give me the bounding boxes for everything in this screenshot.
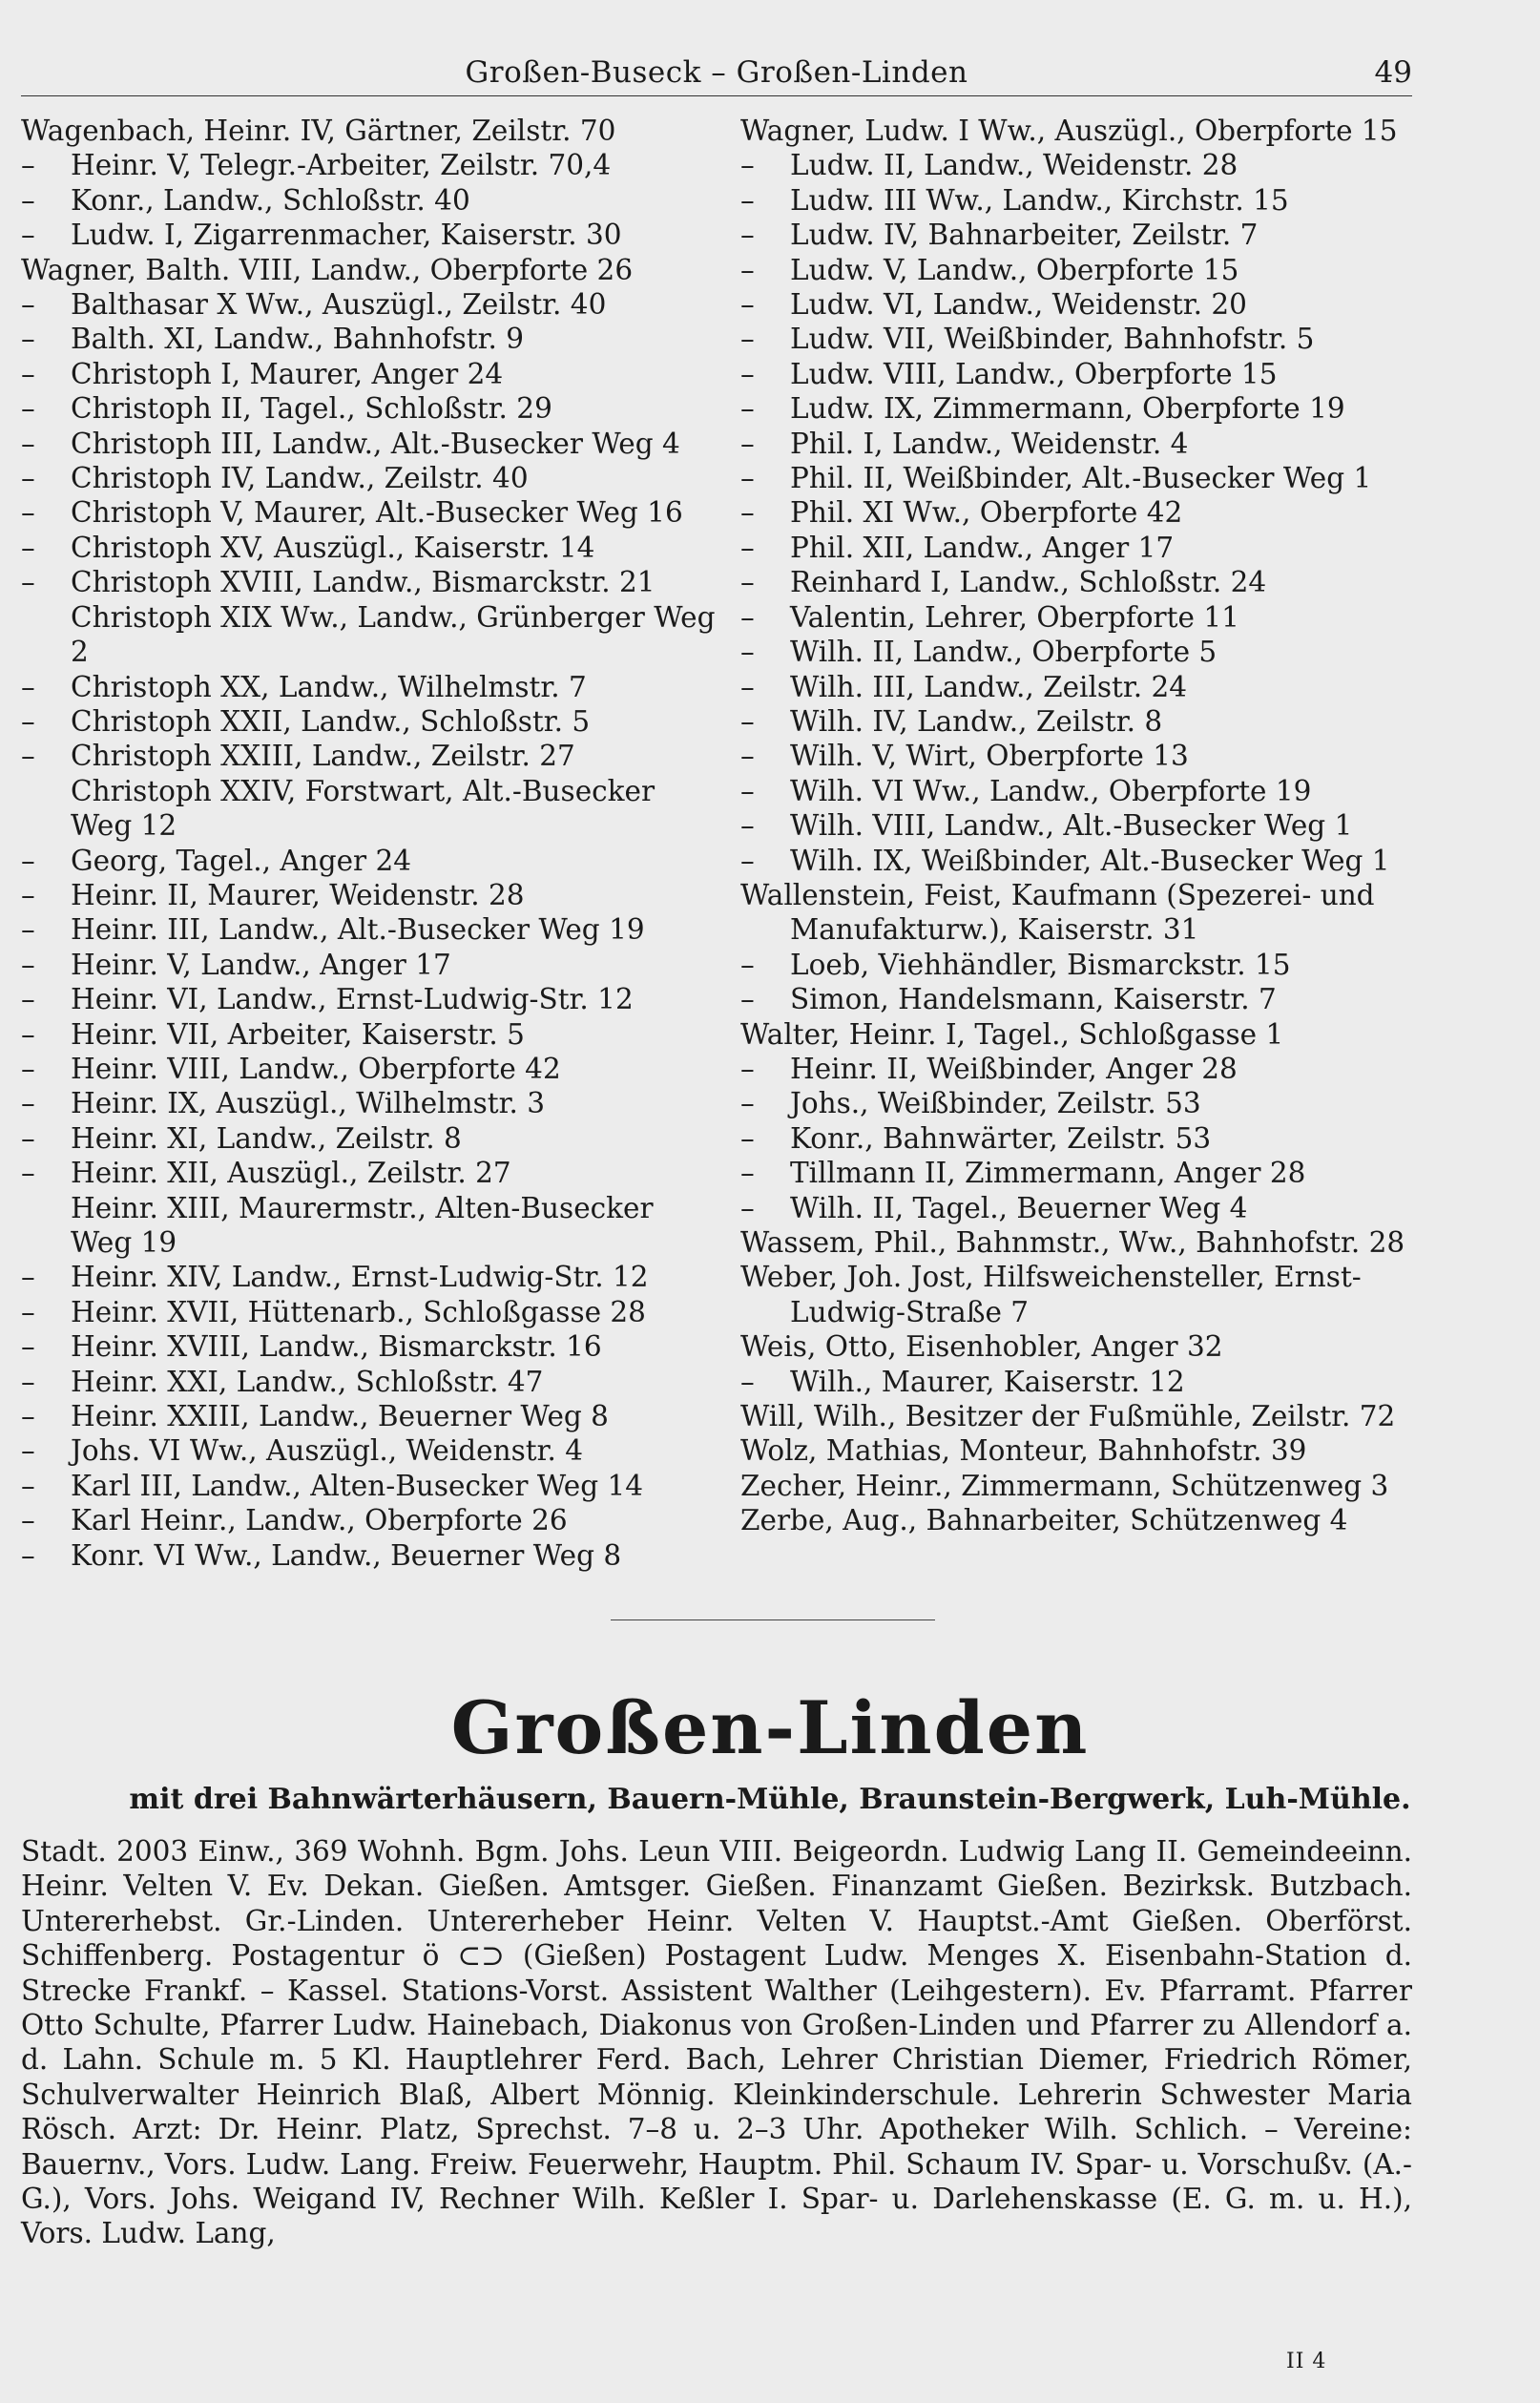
directory-entry <box>740 183 1427 218</box>
directory-entry <box>21 1433 723 1468</box>
repeat-dash: – <box>740 357 755 390</box>
entry-text: Valentin, Lehrer, Oberpforte 11 <box>790 600 1239 634</box>
repeat-dash: – <box>21 948 35 981</box>
directory-entry <box>740 461 1427 495</box>
printer-signature: II 4 <box>1286 2350 1327 2373</box>
directory-entry <box>21 287 723 322</box>
directory-entry <box>740 1433 1427 1468</box>
entry-text: Wassem, Phil., Bahnmstr., Ww., Bahnhofstr. 28 <box>740 1226 1405 1259</box>
directory-entry <box>21 253 723 287</box>
entry-text: Ludw. III Ww., Landw., Kirchstr. 15 <box>790 183 1289 217</box>
directory-entry <box>21 148 723 182</box>
repeat-dash: – <box>21 1052 35 1085</box>
repeat-dash: – <box>21 288 35 322</box>
entry-text: Wilh. IV, Landw., Zeilstr. 8 <box>790 704 1163 738</box>
entry-text: Simon, Handelsmann, Kaiserstr. 7 <box>790 983 1277 1016</box>
section-subtitle: mit drei Bahnwärterhäusern, Bauern-Mühle, Braunstein-Bergwerk, Luh-Mühle. <box>129 1783 1411 1816</box>
entry-text: Heinr. XI, Landw., Zeilstr. 8 <box>71 1121 462 1155</box>
directory-entry <box>21 878 723 912</box>
directory-entry <box>740 635 1427 669</box>
entry-text: Karl III, Landw., Alten-Busecker Weg 14 <box>71 1469 643 1502</box>
entry-text: Heinr. II, Maurer, Weidenstr. 28 <box>71 878 525 911</box>
directory-entry <box>21 982 723 1016</box>
directory-entry <box>21 427 723 461</box>
directory-entry <box>740 808 1427 843</box>
directory-entry <box>740 253 1427 287</box>
page-number: 49 <box>1374 55 1412 90</box>
section-divider <box>611 1619 935 1620</box>
directory-entry <box>21 1329 723 1364</box>
entry-text: Balth. XI, Landw., Bahnhofstr. 9 <box>71 323 524 356</box>
entry-text: Christoph XVIII, Landw., Bismarckstr. 21 <box>71 566 656 599</box>
repeat-dash: – <box>740 1087 755 1120</box>
directory-entry <box>21 1295 723 1329</box>
entry-text: Heinr. XIII, Maurermstr., Alten-Busecker Weg 19 <box>71 1191 654 1259</box>
repeat-dash: – <box>21 1538 35 1572</box>
entry-text: Ludw. VI, Landw., Weidenstr. 20 <box>790 288 1247 322</box>
directory-entry <box>21 948 723 982</box>
repeat-dash: – <box>21 462 35 495</box>
directory-entry <box>21 218 723 252</box>
directory-entry <box>740 218 1427 252</box>
directory-entry <box>740 739 1427 773</box>
directory-entry <box>21 1017 723 1052</box>
repeat-dash: – <box>21 913 35 947</box>
entry-text: Christoph XXII, Landw., Schloßstr. 5 <box>71 704 591 738</box>
repeat-dash: – <box>740 948 755 981</box>
directory-entry <box>740 1017 1427 1052</box>
entry-text: Heinr. XII, Auszügl., Zeilstr. 27 <box>71 1157 511 1190</box>
directory-entry <box>21 600 723 670</box>
repeat-dash: – <box>740 740 755 773</box>
directory-entry <box>21 322 723 356</box>
right-column <box>740 114 1427 1538</box>
directory-entry <box>740 391 1427 426</box>
directory-entry <box>740 1191 1427 1225</box>
entry-text: Phil. XII, Landw., Anger 17 <box>790 531 1175 564</box>
entry-text: Zecher, Heinr., Zimmermann, Schützenweg 3 <box>740 1469 1389 1502</box>
entry-text: Heinr. XXIII, Landw., Beuerner Weg 8 <box>71 1400 609 1433</box>
repeat-dash: – <box>740 496 755 530</box>
repeat-dash: – <box>740 427 755 460</box>
repeat-dash: – <box>740 531 755 564</box>
repeat-dash: – <box>21 740 35 773</box>
directory-entry <box>740 427 1427 461</box>
repeat-dash: – <box>740 636 755 669</box>
directory-entry <box>740 1052 1427 1086</box>
entry-text: Wilh. III, Landw., Zeilstr. 24 <box>790 670 1188 703</box>
repeat-dash: – <box>740 253 755 286</box>
repeat-dash: – <box>740 1157 755 1190</box>
repeat-dash: – <box>21 1295 35 1328</box>
entry-text: Christoph III, Landw., Alt.-Busecker Weg 4 <box>71 427 680 460</box>
repeat-dash: – <box>21 1330 35 1364</box>
entry-text: Heinr. XVII, Hüttenarb., Schloßgasse 28 <box>71 1295 646 1328</box>
directory-entry <box>21 739 723 773</box>
directory-entry <box>740 148 1427 182</box>
repeat-dash: – <box>21 1400 35 1433</box>
directory-entry <box>21 670 723 704</box>
entry-text: Phil. XI Ww., Oberpforte 42 <box>790 496 1183 530</box>
directory-entry <box>740 1365 1427 1399</box>
entry-text: Konr. VI Ww., Landw., Beuerner Weg 8 <box>71 1538 622 1572</box>
repeat-dash: – <box>740 462 755 495</box>
entry-text: Wolz, Mathias, Monteur, Bahnhofstr. 39 <box>740 1434 1307 1468</box>
directory-entry <box>740 1329 1427 1364</box>
directory-entry <box>740 495 1427 530</box>
directory-entry <box>740 114 1427 148</box>
directory-entry <box>740 357 1427 391</box>
entry-text: Wilh., Maurer, Kaiserstr. 12 <box>790 1365 1185 1398</box>
directory-entry <box>21 774 723 844</box>
entry-text: Ludw. I, Zigarrenmacher, Kaiserstr. 30 <box>71 219 622 252</box>
directory-entry <box>740 1469 1427 1503</box>
directory-entry <box>21 1538 723 1573</box>
directory-entry <box>740 704 1427 739</box>
directory-entry <box>740 1260 1427 1329</box>
entry-text: Christoph XV, Auszügl., Kaiserstr. 14 <box>71 531 595 564</box>
entry-text: Weber, Joh. Jost, Hilfsweichensteller, Ernst-Ludwig-Straße 7 <box>740 1261 1362 1328</box>
directory-entry <box>740 1503 1427 1537</box>
repeat-dash: – <box>21 1434 35 1468</box>
entry-text: Ludw. VIII, Landw., Oberpforte 15 <box>790 357 1278 390</box>
repeat-dash <box>21 600 71 635</box>
directory-entry <box>740 844 1427 878</box>
entry-text: Ludw. IV, Bahnarbeiter, Zeilstr. 7 <box>790 219 1259 252</box>
section-title: Großen-Linden <box>450 1685 1090 1770</box>
entry-text: Phil. I, Landw., Weidenstr. 4 <box>790 427 1189 460</box>
repeat-dash: – <box>21 1087 35 1120</box>
repeat-dash: – <box>21 878 35 911</box>
repeat-dash: – <box>21 670 35 703</box>
entry-text: Wagner, Ludw. I Ww., Auszügl., Oberpforte 15 <box>740 115 1398 147</box>
repeat-dash: – <box>740 149 755 182</box>
left-column <box>21 114 723 1573</box>
directory-entry <box>21 183 723 218</box>
entry-text: Ludw. II, Landw., Weidenstr. 28 <box>790 149 1238 182</box>
repeat-dash: – <box>21 531 35 564</box>
directory-entry <box>21 1399 723 1433</box>
entry-text: Heinr. VI, Landw., Ernst-Ludwig-Str. 12 <box>71 983 634 1016</box>
entry-text: Phil. II, Weißbinder, Alt.-Busecker Weg 1 <box>790 462 1372 495</box>
entry-text: Wilh. VI Ww., Landw., Oberpforte 19 <box>790 774 1312 807</box>
entry-text: Christoph IV, Landw., Zeilstr. 40 <box>71 462 529 495</box>
repeat-dash: – <box>740 600 755 634</box>
repeat-dash: – <box>740 670 755 703</box>
entry-text: Heinr. VIII, Landw., Oberpforte 42 <box>71 1052 561 1085</box>
directory-entry <box>21 1469 723 1503</box>
entry-text: Wagner, Balth. VIII, Landw., Oberpforte 26 <box>21 253 634 286</box>
repeat-dash <box>21 774 71 808</box>
repeat-dash: – <box>21 566 35 599</box>
entry-text: Wilh. II, Tagel., Beuerner Weg 4 <box>790 1191 1248 1224</box>
entry-text: Heinr. XXI, Landw., Schloßstr. 47 <box>71 1365 544 1398</box>
entry-text: Christoph XXIV, Forstwart, Alt.-Busecker Weg 12 <box>71 774 656 843</box>
directory-entry <box>740 774 1427 808</box>
directory-entry <box>740 670 1427 704</box>
entry-text: Heinr. III, Landw., Alt.-Busecker Weg 19 <box>71 913 645 947</box>
entry-text: Christoph XXIII, Landw., Zeilstr. 27 <box>71 740 575 773</box>
entry-text: Wilh. IX, Weißbinder, Alt.-Busecker Weg 1 <box>790 844 1390 877</box>
directory-entry <box>21 704 723 739</box>
directory-entry <box>21 1052 723 1086</box>
entry-text: Christoph XIX Ww., Landw., Grünberger Weg 2 <box>71 600 716 669</box>
repeat-dash: – <box>740 1365 755 1398</box>
directory-entry <box>740 565 1427 599</box>
entry-text: Heinr. V, Telegr.-Arbeiter, Zeilstr. 70,4 <box>71 149 612 182</box>
directory-entry <box>21 1191 723 1261</box>
directory-entry <box>740 1225 1427 1260</box>
repeat-dash: – <box>21 1017 35 1051</box>
repeat-dash: – <box>740 392 755 426</box>
directory-entry <box>21 1086 723 1120</box>
repeat-dash: – <box>21 1121 35 1155</box>
entry-text: Johs. VI Ww., Auszügl., Weidenstr. 4 <box>71 1434 583 1468</box>
entry-text: Christoph V, Maurer, Alt.-Busecker Weg 16 <box>71 496 683 530</box>
repeat-dash: – <box>21 427 35 460</box>
directory-entry <box>21 495 723 530</box>
section-body: Stadt. 2003 Einw., 369 Wohnh. Bgm. Johs. Leun VIII. Beigeordn. Ludwig Lang II. Gemeindeeinn. Heinr. Velten V. Ev. Dekan. Gießen. Amtsger. Gießen. Finanzamt Gießen. Bezirksk. Butzbach. Untererhebst. Gr.-Linden. Untererheber Heinr. Velten V. Hauptst.-Amt Gießen. Oberförst. Schiffenberg. Postagentur ö ⊂⊃ (Gießen) Postagent Ludw. Menges X. Eisenbahn-Station d. Strecke Frankf. – Kassel. Stations-Vorst. Assistent Walther (Leihgestern). Ev. Pfarramt. Pfarrer Otto Schulte, Pfarrer Ludw. Hainebach, Diakonus von Großen-Linden und Pfarrer zu Allendorf a. d. Lahn. Schule m. 5 Kl. Hauptlehrer Ferd. Bach, Lehrer Christian Diemer, Friedrich Römer, Schulverwalter Heinrich Blaß, Albert Mönnig. Kleinkinderschule. Lehrerin Schwester Maria Rösch. Arzt: Dr. Heinr. Platz, Sprechst. 7–8 u. 2–3 Uhr. Apotheker Wilh. Schlich. – Vereine: Bauernv., Vors. Ludw. Lang. Freiw. Feuerwehr, Hauptm. Phil. Schaum IV. Spar- u. Vorschußv. (A.-G.), Vors. Johs. Weigand IV, Rechner Wilh. Keßler I. Spar- u. Darlehenskasse (E. G. m. u. H.), Vors. Ludw. Lang, <box>21 1835 1412 2250</box>
entry-text: Karl Heinr., Landw., Oberpforte 26 <box>71 1504 568 1537</box>
directory-entry <box>740 948 1427 982</box>
directory-entry <box>740 600 1427 635</box>
repeat-dash: – <box>21 357 35 390</box>
repeat-dash: – <box>21 149 35 182</box>
directory-entry <box>21 1365 723 1399</box>
directory-entry <box>740 1086 1427 1120</box>
repeat-dash: – <box>21 844 35 877</box>
directory-entry <box>21 912 723 947</box>
repeat-dash: – <box>740 1052 755 1085</box>
entry-text: Wallenstein, Feist, Kaufmann (Spezerei- und Manufakturw.), Kaiserstr. 31 <box>740 878 1375 947</box>
directory-entry <box>21 1156 723 1190</box>
repeat-dash <box>21 1191 71 1225</box>
entry-text: Heinr. VII, Arbeiter, Kaiserstr. 5 <box>71 1017 525 1051</box>
repeat-dash: – <box>21 1261 35 1294</box>
directory-entry <box>21 844 723 878</box>
entry-text: Christoph I, Maurer, Anger 24 <box>71 357 504 390</box>
directory-entry <box>21 461 723 495</box>
directory-entry <box>740 531 1427 565</box>
running-header <box>21 48 1412 95</box>
entry-text: Konr., Landw., Schloßstr. 40 <box>71 183 470 217</box>
entry-text: Ludw. V, Landw., Oberpforte 15 <box>790 253 1239 286</box>
repeat-dash: – <box>21 1469 35 1502</box>
entry-text: Wagenbach, Heinr. IV, Gärtner, Zeilstr. 70 <box>21 115 616 147</box>
entry-text: Wilh. II, Landw., Oberpforte 5 <box>790 636 1217 669</box>
repeat-dash: – <box>21 392 35 426</box>
directory-entry <box>740 322 1427 356</box>
entry-text: Weis, Otto, Eisenhobler, Anger 32 <box>740 1330 1223 1364</box>
repeat-dash: – <box>21 1504 35 1537</box>
entry-text: Will, Wilh., Besitzer der Fußmühle, Zeilstr. 72 <box>740 1400 1396 1433</box>
repeat-dash: – <box>21 983 35 1016</box>
entry-text: Johs., Weißbinder, Zeilstr. 53 <box>790 1087 1201 1120</box>
directory-entry <box>740 878 1427 948</box>
entry-text: Ludw. IX, Zimmermann, Oberpforte 19 <box>790 392 1345 426</box>
repeat-dash: – <box>740 323 755 356</box>
entry-text: Christoph II, Tagel., Schloßstr. 29 <box>71 392 552 426</box>
repeat-dash: – <box>740 219 755 252</box>
directory-entry <box>740 1399 1427 1433</box>
entry-text: Reinhard I, Landw., Schloßstr. 24 <box>790 566 1267 599</box>
directory-entry <box>21 114 723 148</box>
entry-text: Wilh. VIII, Landw., Alt.-Busecker Weg 1 <box>790 809 1353 843</box>
repeat-dash: – <box>21 1157 35 1190</box>
entry-text: Balthasar X Ww., Auszügl., Zeilstr. 40 <box>71 288 607 322</box>
directory-entry <box>740 1156 1427 1190</box>
entry-text: Georg, Tagel., Anger 24 <box>71 844 412 877</box>
directory-entry <box>740 287 1427 322</box>
repeat-dash: – <box>740 844 755 877</box>
repeat-dash: – <box>740 983 755 1016</box>
directory-entry <box>21 1260 723 1294</box>
entry-text: Walter, Heinr. I, Tagel., Schloßgasse 1 <box>740 1017 1284 1051</box>
entry-text: Tillmann II, Zimmermann, Anger 28 <box>790 1157 1306 1190</box>
repeat-dash: – <box>740 774 755 807</box>
repeat-dash: – <box>740 566 755 599</box>
repeat-dash: – <box>21 219 35 252</box>
header-rule <box>21 95 1412 96</box>
directory-entry <box>21 357 723 391</box>
entry-text: Heinr. XVIII, Landw., Bismarckstr. 16 <box>71 1330 602 1364</box>
directory-entry <box>740 982 1427 1016</box>
repeat-dash: – <box>740 1191 755 1224</box>
repeat-dash: – <box>21 183 35 217</box>
repeat-dash: – <box>740 704 755 738</box>
entry-text: Wilh. V, Wirt, Oberpforte 13 <box>790 740 1189 773</box>
entry-text: Heinr. II, Weißbinder, Anger 28 <box>790 1052 1238 1085</box>
repeat-dash: – <box>740 183 755 217</box>
repeat-dash: – <box>21 323 35 356</box>
repeat-dash: – <box>740 809 755 843</box>
directory-entry <box>21 391 723 426</box>
directory-entry <box>21 565 723 599</box>
entry-text: Heinr. XIV, Landw., Ernst-Ludwig-Str. 12 <box>71 1261 649 1294</box>
entry-text: Heinr. V, Landw., Anger 17 <box>71 948 451 981</box>
directory-entry <box>21 1121 723 1156</box>
entry-text: Ludw. VII, Weißbinder, Bahnhofstr. 5 <box>790 323 1315 356</box>
directory-entry <box>21 1503 723 1537</box>
running-title: Großen-Buseck – Großen-Linden <box>465 55 968 90</box>
entry-text: Loeb, Viehhändler, Bismarckstr. 15 <box>790 948 1291 981</box>
repeat-dash: – <box>21 1365 35 1398</box>
directory-entry <box>740 1121 1427 1156</box>
repeat-dash: – <box>740 1121 755 1155</box>
repeat-dash: – <box>21 496 35 530</box>
entry-text: Christoph XX, Landw., Wilhelmstr. 7 <box>71 670 587 703</box>
entry-text: Konr., Bahnwärter, Zeilstr. 53 <box>790 1121 1212 1155</box>
entry-text: Zerbe, Aug., Bahnarbeiter, Schützenweg 4 <box>740 1504 1348 1537</box>
entry-text: Heinr. IX, Auszügl., Wilhelmstr. 3 <box>71 1087 545 1120</box>
repeat-dash: – <box>21 704 35 738</box>
directory-entry <box>21 531 723 565</box>
repeat-dash: – <box>740 288 755 322</box>
